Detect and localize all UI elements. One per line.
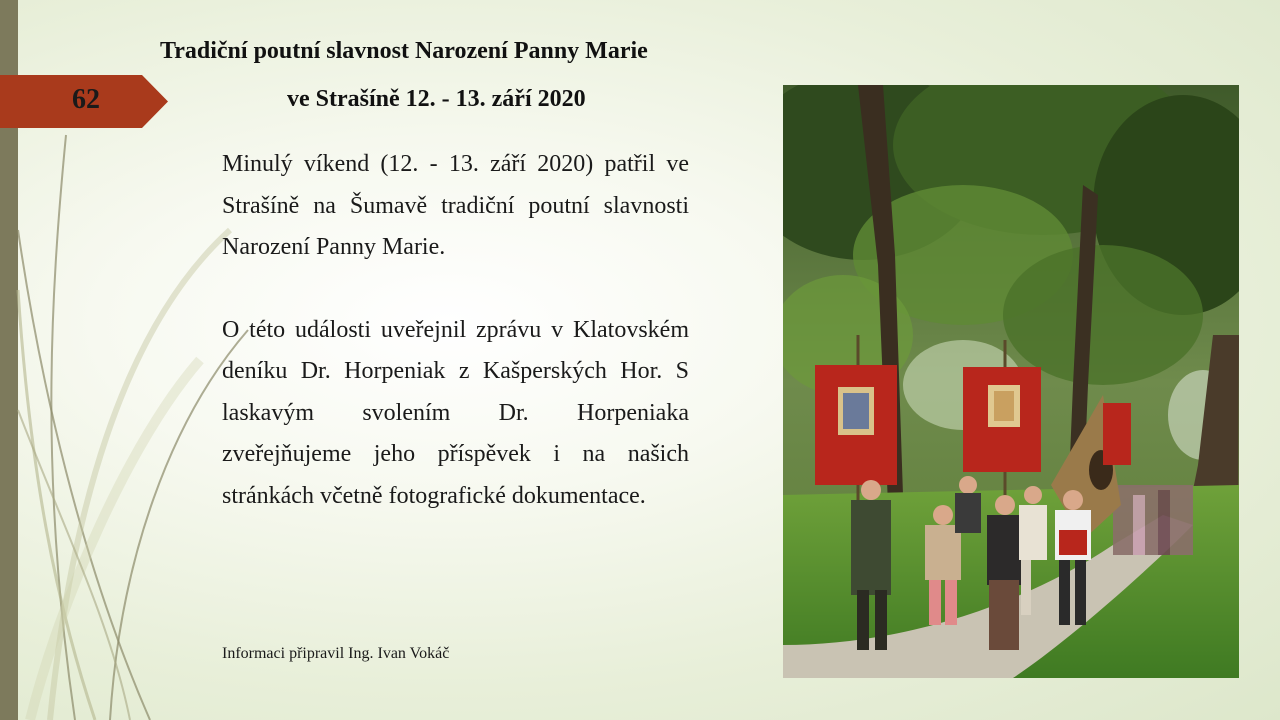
paragraph-2: O této události uveřejnil zprávu v Klatovském deníku Dr. Horpeniak z Kašperských Hor. S laskavým svolením Dr. Horpeniaka zveřejňujeme jeho příspěvek i na našich stránkách včetně fotografické dokumentace.: [222, 316, 689, 509]
slide-title-line2: ve Strašíně 12. - 13. září 2020: [287, 86, 586, 112]
slide-title-line1: Tradiční poutní slavnost Narození Panny Marie: [160, 38, 648, 64]
paragraph-1: Minulý víkend (12. - 13. září 2020) patřil ve Strašíně na Šumavě tradiční poutní slavnosti Narození Panny Marie.: [222, 151, 689, 260]
body-text: [222, 144, 689, 517]
credit-line: Informaci připravil Ing. Ivan Vokáč: [222, 645, 450, 662]
procession-photo: [783, 85, 1239, 678]
slide-number: 62: [72, 84, 100, 115]
